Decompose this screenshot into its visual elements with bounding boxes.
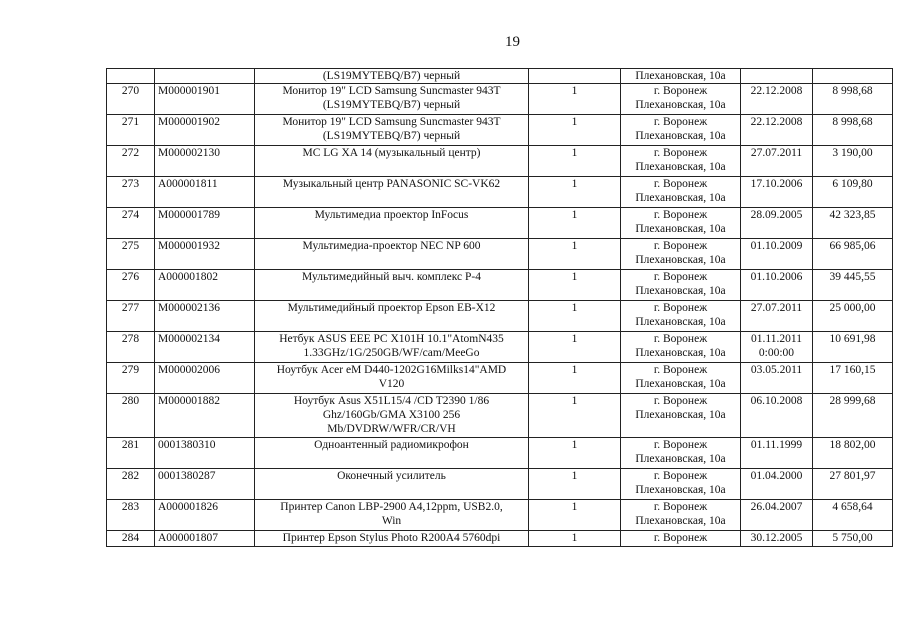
item-name-cell-line: Оконечный усилитель — [337, 470, 446, 482]
location-cell — [621, 301, 741, 332]
inventory-code-cell: M000001882 — [155, 394, 255, 438]
table-row — [107, 69, 893, 84]
cost-cell: 25 000,00 — [813, 301, 893, 332]
location-cell-line: г. Воронеж — [653, 85, 708, 97]
location-cell — [621, 84, 741, 115]
location-cell — [621, 438, 741, 469]
item-name-cell — [255, 208, 529, 239]
item-name-cell-line: Win — [381, 515, 402, 527]
item-name-cell-line: Принтер Canon LBP-2900 A4,12ppm, USB2.0, — [280, 501, 503, 513]
inventory-code-cell: 0001380310 — [155, 438, 255, 469]
location-cell-line: г. Воронеж — [653, 364, 708, 376]
date-cell — [741, 208, 813, 239]
table-row — [107, 84, 893, 115]
item-name-cell-line: Ноутбук Asus X51L15/4 /CD T2390 1/86 — [293, 395, 490, 407]
inventory-code-cell: M000002006 — [155, 363, 255, 394]
location-cell — [621, 531, 741, 547]
date-cell — [741, 177, 813, 208]
location-cell-line: Плехановская, 10а — [635, 484, 726, 496]
date-cell-line: 22.12.2008 — [750, 116, 803, 128]
table-row — [107, 332, 893, 363]
location-cell — [621, 332, 741, 363]
row-number-cell: 280 — [107, 394, 155, 438]
item-name-cell-line: Мультимедиа-проектор NEC NP 600 — [302, 240, 481, 252]
quantity-cell: 1 — [529, 239, 621, 270]
item-name-cell — [255, 239, 529, 270]
item-name-cell — [255, 438, 529, 469]
location-cell — [621, 394, 741, 438]
page-number: 19 — [505, 34, 520, 50]
date-cell-line: 01.11.1999 — [750, 439, 803, 451]
item-name-cell — [255, 84, 529, 115]
table-row — [107, 270, 893, 301]
table-row — [107, 146, 893, 177]
row-number-cell: 277 — [107, 301, 155, 332]
quantity-cell: 1 — [529, 208, 621, 239]
date-cell-line: 27.07.2011 — [750, 302, 803, 314]
location-cell-line: г. Воронеж — [653, 147, 708, 159]
date-cell-line: 06.10.2008 — [750, 395, 803, 407]
item-name-cell — [255, 270, 529, 301]
inventory-code-cell: M000002130 — [155, 146, 255, 177]
table-row — [107, 469, 893, 500]
location-cell-line: г. Воронеж — [653, 116, 708, 128]
inventory-code-cell: M000001932 — [155, 239, 255, 270]
date-cell-line: 0:00:00 — [758, 347, 795, 359]
table-row — [107, 239, 893, 270]
cost-cell: 6 109,80 — [813, 177, 893, 208]
date-cell-line: 01.10.2009 — [750, 240, 803, 252]
date-cell — [741, 146, 813, 177]
location-cell-line: г. Воронеж — [653, 532, 708, 544]
item-name-cell — [255, 469, 529, 500]
table-row — [107, 208, 893, 239]
location-cell-line: Плехановская, 10а — [635, 453, 726, 465]
item-name-cell-line: V120 — [378, 378, 405, 390]
location-cell-line: г. Воронеж — [653, 302, 708, 314]
date-cell-line: 22.12.2008 — [750, 85, 803, 97]
date-cell-line: 17.10.2006 — [750, 178, 803, 190]
location-cell-line: Плехановская, 10а — [635, 223, 726, 235]
item-name-cell-line: Нетбук ASUS EEE PC X101H 10.1"AtomN435 — [279, 333, 504, 345]
inventory-code-cell: A000001811 — [155, 177, 255, 208]
location-cell-line: Плехановская, 10а — [635, 70, 726, 82]
cost-cell: 8 998,68 — [813, 115, 893, 146]
item-name-cell — [255, 69, 529, 84]
date-cell — [741, 84, 813, 115]
item-name-cell-line: МС LG XA 14 (музыкальный центр) — [302, 147, 481, 159]
cost-cell: 8 998,68 — [813, 84, 893, 115]
cost-cell: 5 750,00 — [813, 531, 893, 547]
location-cell — [621, 146, 741, 177]
location-cell-line: г. Воронеж — [653, 501, 708, 513]
inventory-code-cell: M000001789 — [155, 208, 255, 239]
cost-cell: 42 323,85 — [813, 208, 893, 239]
date-cell-line: 01.04.2000 — [750, 470, 803, 482]
location-cell-line: Плехановская, 10а — [635, 161, 726, 173]
item-name-cell-line: Мультимедиа проектор InFocus — [314, 209, 469, 221]
date-cell — [741, 500, 813, 531]
location-cell-line: г. Воронеж — [653, 439, 708, 451]
cost-cell: 27 801,97 — [813, 469, 893, 500]
date-cell — [741, 332, 813, 363]
quantity-cell: 1 — [529, 146, 621, 177]
item-name-cell-line: Принтер Epson Stylus Photo R200A4 5760dpi — [282, 532, 501, 544]
row-number-cell: 284 — [107, 531, 155, 547]
location-cell — [621, 270, 741, 301]
cost-cell: 39 445,55 — [813, 270, 893, 301]
quantity-cell: 1 — [529, 115, 621, 146]
item-name-cell — [255, 332, 529, 363]
row-number-cell — [107, 69, 155, 84]
quantity-cell: 1 — [529, 531, 621, 547]
row-number-cell: 270 — [107, 84, 155, 115]
location-cell — [621, 469, 741, 500]
location-cell-line: Плехановская, 10а — [635, 378, 726, 390]
cost-cell: 10 691,98 — [813, 332, 893, 363]
location-cell-line: Плехановская, 10а — [635, 515, 726, 527]
inventory-code-cell: A000001807 — [155, 531, 255, 547]
date-cell-line: 28.09.2005 — [750, 209, 803, 221]
location-cell-line: г. Воронеж — [653, 209, 708, 221]
row-number-cell: 283 — [107, 500, 155, 531]
date-cell — [741, 115, 813, 146]
location-cell-line: г. Воронеж — [653, 271, 708, 283]
item-name-cell — [255, 500, 529, 531]
table-row — [107, 115, 893, 146]
quantity-cell: 1 — [529, 301, 621, 332]
row-number-cell: 274 — [107, 208, 155, 239]
cost-cell: 28 999,68 — [813, 394, 893, 438]
cost-cell: 3 190,00 — [813, 146, 893, 177]
item-name-cell — [255, 531, 529, 547]
item-name-cell-line: (LS19MYTEBQ/B7) черный — [322, 130, 461, 142]
date-cell — [741, 301, 813, 332]
quantity-cell — [529, 69, 621, 84]
table-row — [107, 363, 893, 394]
row-number-cell: 272 — [107, 146, 155, 177]
row-number-cell: 282 — [107, 469, 155, 500]
date-cell-line: 26.04.2007 — [750, 501, 803, 513]
item-name-cell-line: Монитор 19" LCD Samsung Suncmaster 943T — [282, 85, 501, 97]
inventory-code-cell: M000001902 — [155, 115, 255, 146]
inventory-code-cell — [155, 69, 255, 84]
location-cell-line: г. Воронеж — [653, 178, 708, 190]
quantity-cell: 1 — [529, 500, 621, 531]
table-row — [107, 177, 893, 208]
row-number-cell: 275 — [107, 239, 155, 270]
location-cell-line: г. Воронеж — [653, 333, 708, 345]
item-name-cell — [255, 363, 529, 394]
inventory-code-cell: M000002136 — [155, 301, 255, 332]
inventory-code-cell: M000002134 — [155, 332, 255, 363]
location-cell-line: Плехановская, 10а — [635, 409, 726, 421]
location-cell — [621, 239, 741, 270]
inventory-code-cell: A000001802 — [155, 270, 255, 301]
item-name-cell-line: Музыкальный центр PANASONIC SC-VK62 — [282, 178, 501, 190]
location-cell — [621, 208, 741, 239]
quantity-cell: 1 — [529, 332, 621, 363]
location-cell-line: г. Воронеж — [653, 395, 708, 407]
quantity-cell: 1 — [529, 469, 621, 500]
table-row — [107, 301, 893, 332]
location-cell — [621, 500, 741, 531]
location-cell-line: Плехановская, 10а — [635, 316, 726, 328]
date-cell — [741, 469, 813, 500]
cost-cell: 4 658,64 — [813, 500, 893, 531]
location-cell-line: Плехановская, 10а — [635, 347, 726, 359]
quantity-cell: 1 — [529, 270, 621, 301]
cost-cell: 66 985,06 — [813, 239, 893, 270]
location-cell — [621, 363, 741, 394]
quantity-cell: 1 — [529, 394, 621, 438]
cost-cell: 17 160,15 — [813, 363, 893, 394]
date-cell — [741, 69, 813, 84]
quantity-cell: 1 — [529, 363, 621, 394]
quantity-cell: 1 — [529, 438, 621, 469]
date-cell-line: 03.05.2011 — [750, 364, 803, 376]
table-row — [107, 500, 893, 531]
row-number-cell: 279 — [107, 363, 155, 394]
location-cell-line: Плехановская, 10а — [635, 254, 726, 266]
item-name-cell-line: Одноантенный радиомикрофон — [314, 439, 469, 451]
item-name-cell-line: (LS19MYTEBQ/B7) черный — [322, 70, 461, 82]
date-cell — [741, 438, 813, 469]
quantity-cell: 1 — [529, 177, 621, 208]
location-cell-line: Плехановская, 10а — [635, 130, 726, 142]
date-cell — [741, 394, 813, 438]
item-name-cell — [255, 177, 529, 208]
inventory-table-body — [107, 69, 893, 547]
location-cell — [621, 177, 741, 208]
row-number-cell: 278 — [107, 332, 155, 363]
item-name-cell-line: 1.33GHz/1G/250GB/WF/cam/MeeGo — [303, 347, 480, 359]
item-name-cell-line: Мультимедийный проектор Epson EB-X12 — [287, 302, 496, 314]
item-name-cell — [255, 146, 529, 177]
date-cell — [741, 239, 813, 270]
item-name-cell — [255, 115, 529, 146]
date-cell-line: 01.10.2006 — [750, 271, 803, 283]
row-number-cell: 273 — [107, 177, 155, 208]
table-row — [107, 438, 893, 469]
date-cell — [741, 270, 813, 301]
location-cell-line: г. Воронеж — [653, 470, 708, 482]
item-name-cell-line: (LS19MYTEBQ/B7) черный — [322, 99, 461, 111]
date-cell — [741, 531, 813, 547]
item-name-cell-line: Ghz/160Gb/GMA X3100 256 — [322, 409, 461, 421]
cost-cell: 18 802,00 — [813, 438, 893, 469]
row-number-cell: 271 — [107, 115, 155, 146]
location-cell — [621, 115, 741, 146]
location-cell-line: Плехановская, 10а — [635, 192, 726, 204]
item-name-cell-line: Мультимедийный выч. комплекс Р-4 — [302, 271, 481, 283]
inventory-code-cell: 0001380287 — [155, 469, 255, 500]
location-cell-line: г. Воронеж — [653, 240, 708, 252]
inventory-code-cell: A000001826 — [155, 500, 255, 531]
item-name-cell — [255, 301, 529, 332]
location-cell-line: Плехановская, 10а — [635, 285, 726, 297]
inventory-code-cell: M000001901 — [155, 84, 255, 115]
location-cell — [621, 69, 741, 84]
row-number-cell: 276 — [107, 270, 155, 301]
date-cell-line: 27.07.2011 — [750, 147, 803, 159]
date-cell — [741, 363, 813, 394]
item-name-cell — [255, 394, 529, 438]
item-name-cell-line: Монитор 19" LCD Samsung Suncmaster 943T — [282, 116, 501, 128]
location-cell-line: Плехановская, 10а — [635, 99, 726, 111]
date-cell-line: 01.11.2011 — [751, 333, 802, 345]
table-row — [107, 394, 893, 438]
inventory-table — [106, 68, 893, 547]
table-row — [107, 531, 893, 547]
quantity-cell: 1 — [529, 84, 621, 115]
row-number-cell: 281 — [107, 438, 155, 469]
cost-cell — [813, 69, 893, 84]
item-name-cell-line: Mb/DVDRW/WFR/CR/VH — [327, 423, 456, 435]
date-cell-line: 30.12.2005 — [750, 532, 803, 544]
item-name-cell-line: Ноутбук Acer eM D440-1202G16Milks14"AMD — [276, 364, 507, 376]
